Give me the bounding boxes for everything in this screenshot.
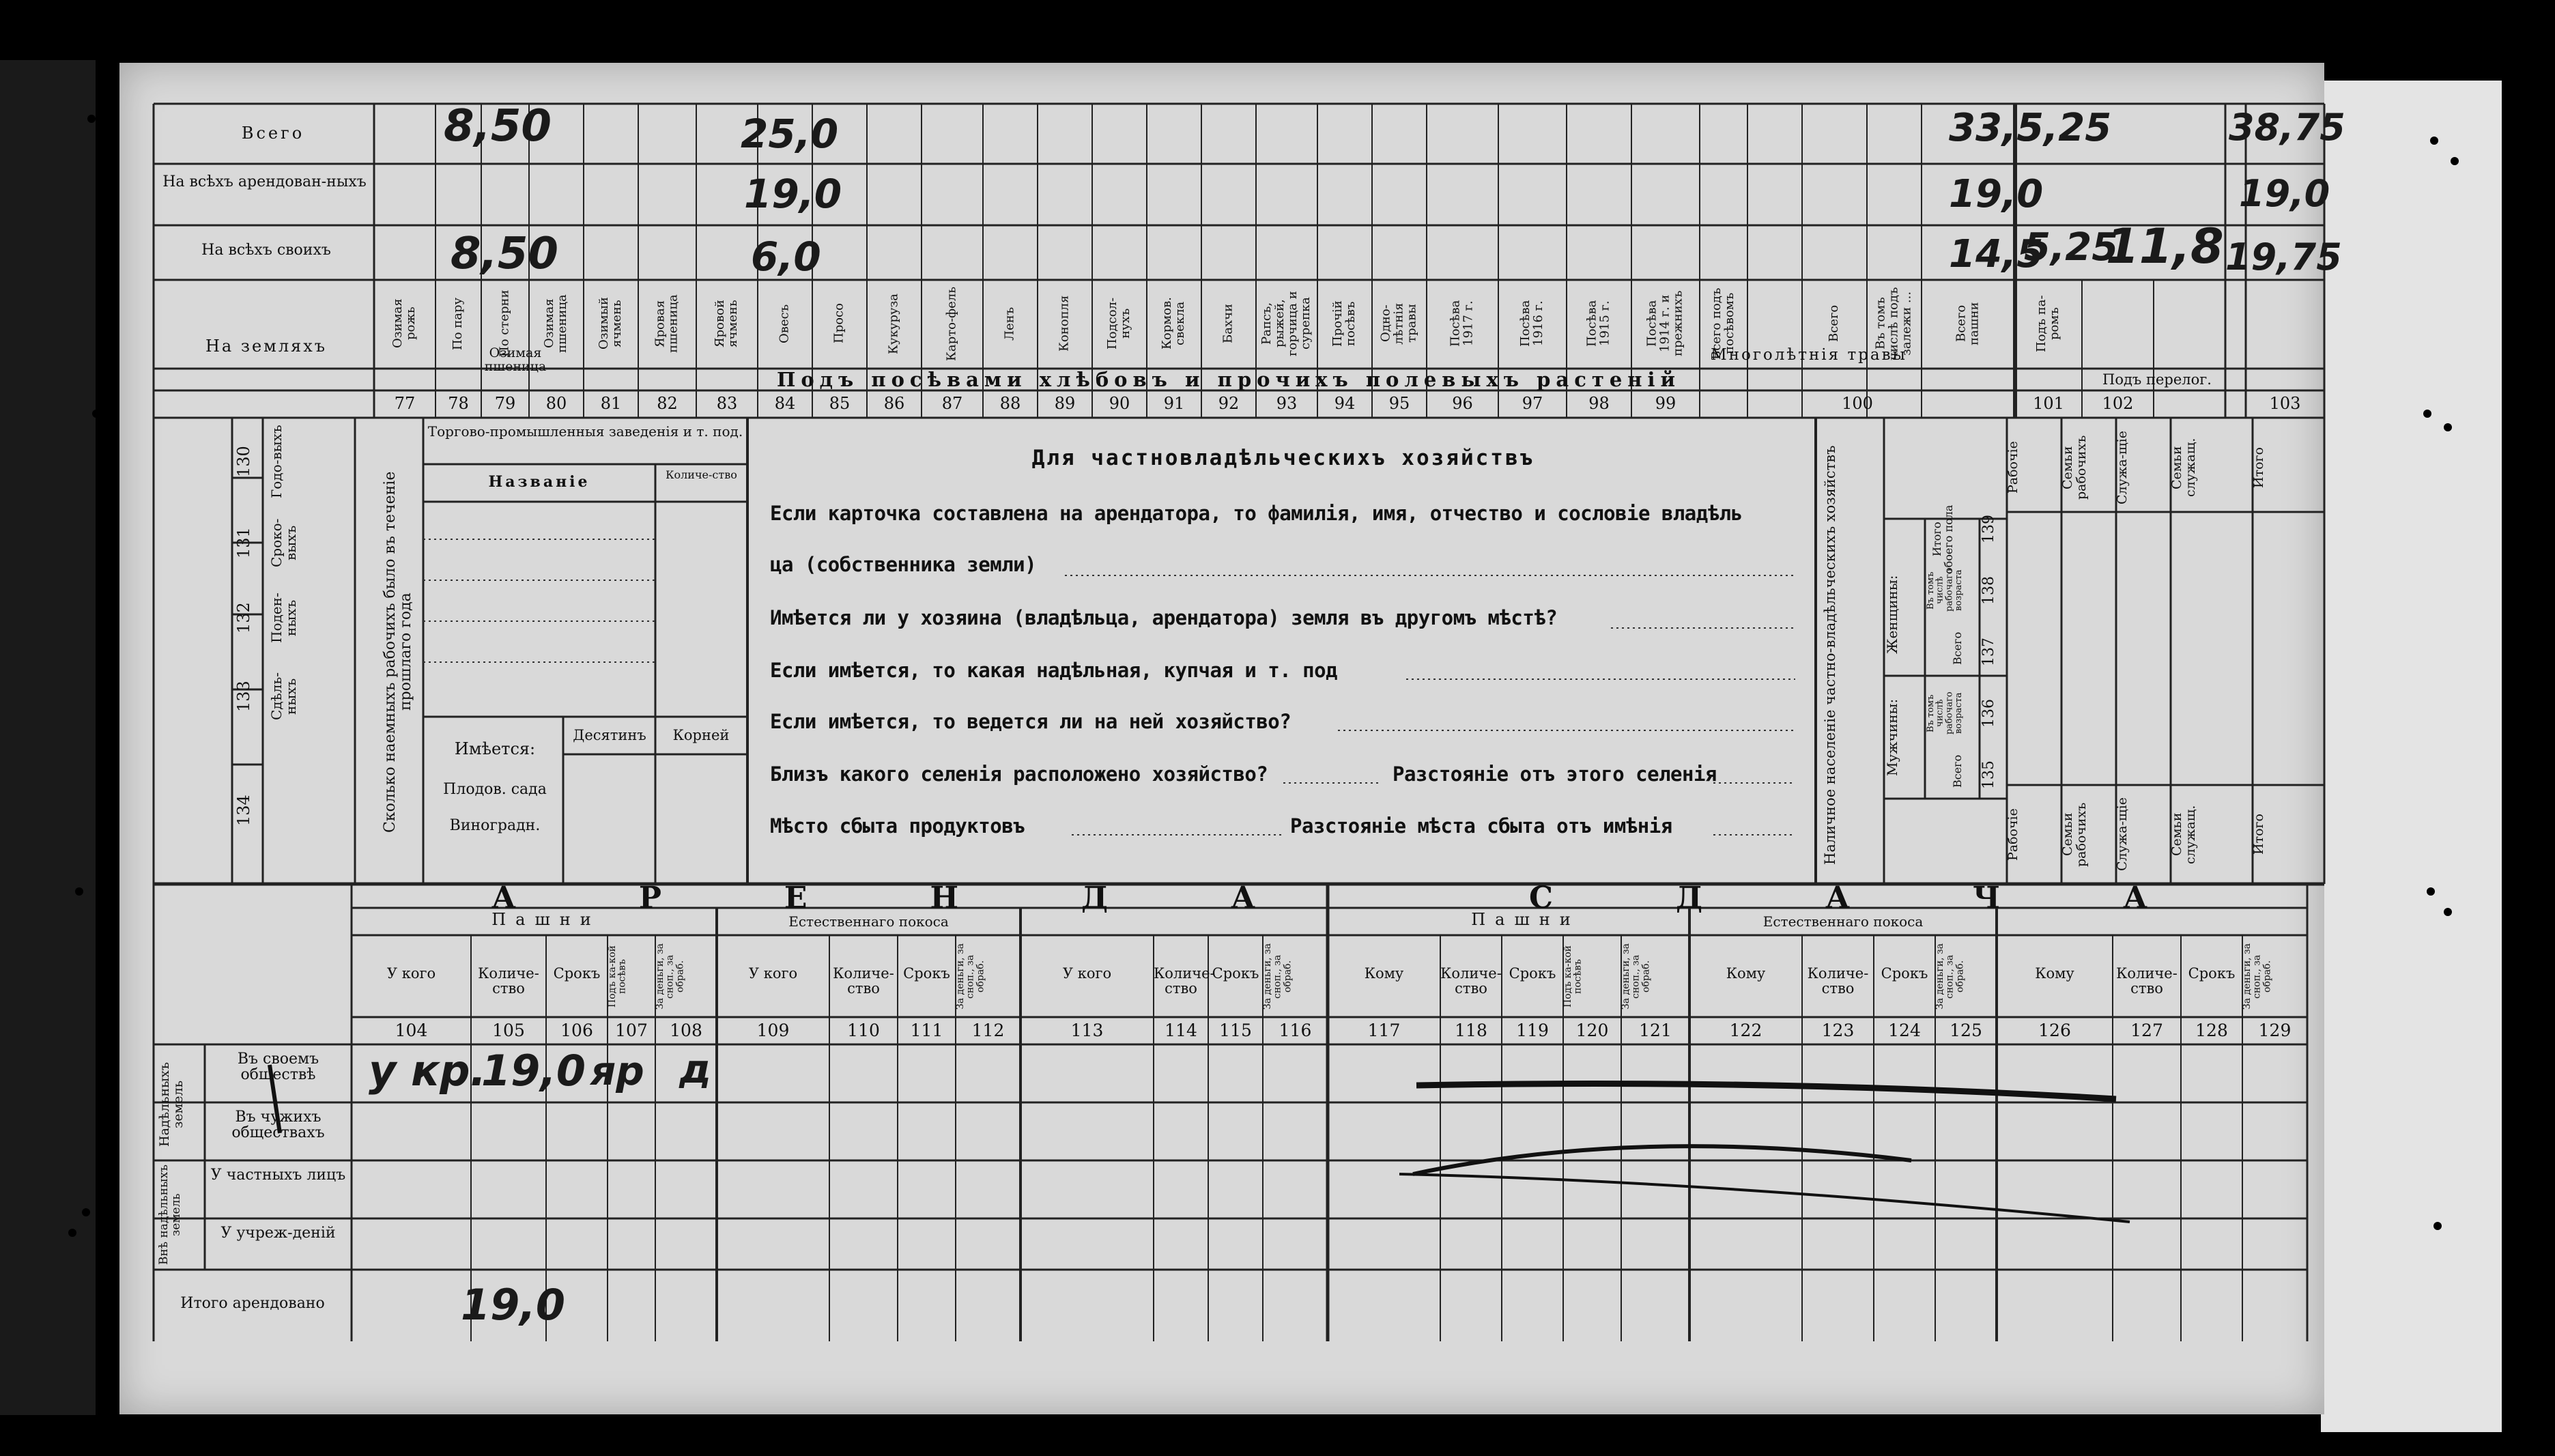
bottom-col-number-121: 121 (1639, 1020, 1672, 1040)
population-col-137: 137 (1980, 638, 1997, 666)
top-col-number-87: 87 (941, 394, 963, 413)
bottom-col-number-128: 128 (2195, 1020, 2228, 1040)
top-col-number-91: 91 (1163, 394, 1185, 413)
top-col-header-15: Кормов. свекла (1160, 297, 1187, 350)
bottom-col-number-112: 112 (971, 1020, 1005, 1040)
bottom-col-header-12: Срокъ (1212, 965, 1259, 982)
top-col-header-28: Всего пашни (1954, 302, 1982, 345)
bottom-col-header-9: За деньги, за сноп., за обраб. (955, 943, 986, 1010)
top-col-number-94: 94 (1334, 394, 1356, 413)
right-col-bottom-3: Служа-щіе (2115, 797, 2130, 872)
wheat-group-label: Озимая пшеница (484, 345, 547, 374)
top-col-header-6: Яровая пшеница (653, 294, 681, 353)
top-col-header-12: Ленъ (1002, 306, 1017, 341)
total-both-sexes-label: Итого обоего пола (1930, 504, 1955, 574)
top-col-header-3: По стерни (497, 289, 512, 358)
bottom-col-header-19: Кому (1726, 965, 1766, 982)
top-col-number-77: 77 (394, 394, 416, 413)
arenda-pashni: Пашни (491, 910, 601, 929)
top-col-number-85: 85 (829, 394, 851, 413)
top-col-number-100: 100 (1842, 394, 1873, 413)
hw-barley-total: 25,0 (741, 111, 839, 157)
women-total-label: Всего (1951, 631, 1964, 666)
bottom-col-header-17: Подъ ка-кой посѣвъ (1562, 945, 1584, 1008)
nadel-label: Надѣльныхъ земель (157, 1061, 186, 1147)
bottom-col-header-25: Срокъ (2188, 965, 2236, 982)
top-col-header-4: Озимая пшеница (542, 294, 569, 353)
hw-arable-own: 19,75 (2225, 235, 2342, 279)
hw-rye-total: 8,50 (444, 101, 552, 152)
top-col-header-2: По пару (451, 297, 466, 350)
top-col-number-99: 99 (1655, 394, 1676, 413)
hw-rent-from: у кр. (369, 1046, 487, 1096)
women-label: Женщины: (1884, 575, 1900, 654)
question-6: Мѣсто сбыта продуктовъ (770, 814, 1025, 838)
top-col-header-27: Въ томъ числѣ подъ залежи ... (1873, 287, 1914, 360)
row-label-total: Всего (241, 124, 305, 143)
question-1b: ца (собственника земли) (770, 553, 1037, 576)
top-col-header-10: Кукуруза (886, 293, 901, 354)
top-col-number-93: 93 (1276, 394, 1298, 413)
bottom-col-number-127: 127 (2130, 1020, 2163, 1040)
question-4: Если имѣется, то ведется ли на ней хозяйство? (770, 710, 1291, 733)
bottom-col-number-123: 123 (1821, 1020, 1855, 1040)
bottom-col-header-16: Срокъ (1509, 965, 1556, 982)
hw-barley-rented: 19,0 (744, 171, 842, 217)
right-col-top-3: Служа-щіе (2115, 431, 2130, 504)
hw-rent-term: яр (590, 1048, 644, 1094)
row-own-community: Въ своемъ обществѣ (237, 1051, 319, 1084)
sdacha-pokos: Естественнаго покоса (1762, 913, 1924, 930)
top-col-header-20: Посѣва 1917 г. (1448, 300, 1476, 347)
top-col-header-16: Бахчи (1221, 304, 1236, 344)
top-col-header-17: Рапсъ, рыжей, горчица и сурепка (1259, 291, 1313, 356)
top-col-header-11: Карто-фель (944, 286, 959, 361)
top-col-number-88: 88 (999, 394, 1021, 413)
population-col-136: 136 (1980, 699, 1997, 728)
row-other-communities: Въ чужихъ обществахъ (231, 1109, 325, 1142)
top-col-number-89: 89 (1054, 394, 1076, 413)
has-label: Имѣется: (454, 739, 536, 758)
top-col-number-101: 101 (2033, 394, 2064, 413)
bottom-col-header-23: Кому (2035, 965, 2074, 982)
nenadel-label: Внѣ надѣльныхъ земель (157, 1165, 183, 1266)
top-col-header-9: Просо (831, 303, 846, 344)
private-title: Для частновладѣльческихъ хозяйствъ (1031, 446, 1535, 470)
question-2: Имѣется ли у хозяина (владѣльца, арендатора) земля въ другомъ мѣстѣ? (770, 606, 1558, 629)
hw-arable-rented: 19,0 (2239, 172, 2330, 215)
bottom-col-header-2: Количе-ство (478, 965, 539, 997)
bottom-col-number-108: 108 (670, 1020, 702, 1040)
top-col-number-82: 82 (657, 394, 678, 413)
hw-sown-own: 14,5 (1949, 232, 2044, 276)
hw-fallow-total: 5,25 (2017, 106, 2112, 150)
bottom-col-header-14: Кому (1364, 965, 1404, 982)
top-col-number-81: 81 (600, 394, 622, 413)
row-private-persons: У частныхъ лицъ (210, 1167, 346, 1184)
bottom-col-header-3: Срокъ (553, 965, 601, 982)
hired-col-label-131: Сроко-выхъ (268, 518, 299, 567)
right-col-bottom-2: Семьи рабочихъ (2060, 802, 2089, 867)
question-5b: Разстояніе отъ этого селенія (1393, 762, 1717, 786)
bottom-col-number-125: 125 (1950, 1020, 1982, 1040)
bottom-col-header-24: Количе-ство (2116, 965, 2178, 997)
bottom-col-header-4: Подъ ка-кой посѣвъ (607, 945, 628, 1008)
bottom-col-header-5: За деньги, за сноп., за обраб. (655, 943, 686, 1010)
desyatin-header: Десятинъ (573, 727, 646, 743)
top-col-header-26: Всего (1827, 304, 1842, 343)
top-col-header-19: Одно-лѣтнія травы (1378, 302, 1419, 345)
hw-rye-own: 8,50 (451, 229, 558, 279)
top-col-number-96: 96 (1452, 394, 1473, 413)
top-col-header-25: Подъ па-ромъ (2034, 295, 2061, 352)
bottom-col-number-113: 113 (1070, 1020, 1104, 1040)
hired-col-number-130: 130 (234, 446, 253, 477)
bottom-col-header-8: Срокъ (903, 965, 950, 982)
bottom-col-number-110: 110 (847, 1020, 880, 1040)
bottom-col-number-122: 122 (1729, 1020, 1762, 1040)
population-col-139: 139 (1980, 515, 1997, 543)
question-1: Если карточка составлена на арендатора, то фамилія, имя, отчество и сословіе владѣль (770, 502, 1743, 525)
bottom-col-number-129: 129 (2258, 1020, 2292, 1040)
vineyard-label: Виноградн. (449, 817, 541, 834)
right-col-top-1: Рабочіе (2006, 441, 2021, 494)
right-col-top-4: Семьи служащ. (2169, 438, 2198, 498)
question-5: Близъ какого селенія расположено хозяйство? (770, 762, 1268, 786)
women-working-age-label: Въ томъ числѣ рабочаго возраста (1926, 569, 1964, 612)
hired-col-number-131: 131 (234, 527, 253, 558)
men-working-age-label: Въ томъ числѣ рабочаго возраста (1926, 691, 1964, 735)
hired-col-number-134: 134 (234, 795, 253, 827)
top-col-number-90: 90 (1109, 394, 1130, 413)
hw-sown-rented: 19,0 (1949, 172, 2044, 216)
hw-barley-own: 6,0 (751, 233, 821, 280)
roots-header: Корней (672, 727, 730, 743)
bottom-col-number-118: 118 (1455, 1020, 1487, 1040)
top-col-header-5: Озимый ячмень (597, 297, 624, 350)
sdacha-title: СДАЧА (1529, 881, 2270, 915)
bottom-col-header-6: У кого (748, 965, 798, 982)
bottom-col-header-11: Количе-ство (1154, 965, 1215, 997)
top-col-header-8: Овесъ (777, 304, 792, 343)
bottom-col-header-10: У кого (1062, 965, 1112, 982)
question-6b: Разстояніе мѣста сбыта отъ имѣнія (1290, 814, 1672, 838)
grass-group-label: Многолѣтнія травы (1711, 346, 1907, 364)
bottom-col-header-13: За деньги, за сноп., за обраб. (1262, 943, 1294, 1010)
top-col-number-79: 79 (494, 394, 516, 413)
top-col-header-21: Посѣва 1916 г. (1518, 300, 1545, 347)
top-col-number-83: 83 (716, 394, 738, 413)
right-col-bottom-4: Семьи служащ. (2169, 805, 2198, 864)
population-col-135: 135 (1980, 760, 1997, 789)
right-col-bottom-5: Итого (2251, 814, 2266, 855)
hw-sown-total: 33,5 (1949, 106, 2044, 150)
bottom-col-header-21: Срокъ (1881, 965, 1928, 982)
section-label-on-lands: На земляхъ (205, 337, 328, 356)
top-col-number-102: 102 (2102, 394, 2134, 413)
top-col-number-92: 92 (1218, 394, 1240, 413)
bottom-col-number-106: 106 (560, 1020, 593, 1040)
hired-workers-label: Сколько наемныхъ рабочихъ было въ теченіе прошлаго года (382, 471, 415, 833)
top-col-number-95: 95 (1388, 394, 1410, 413)
hired-col-label-133: Сдѣль-ныхъ (268, 672, 299, 721)
question-3: Если имѣется, то какая надѣльная, купчая и т. под (770, 659, 1338, 682)
bottom-col-number-114: 114 (1165, 1020, 1197, 1040)
sown-caption: Подъ посѣвами хлѣбовъ и прочихъ полевыхъ растеній (776, 368, 1681, 391)
trade-header: Торгово-промышленныя заведенія и т. под. (427, 423, 743, 440)
bottom-col-header-1: У кого (386, 965, 436, 982)
top-col-number-103: 103 (2269, 394, 2301, 413)
bottom-col-number-117: 117 (1367, 1020, 1401, 1040)
hw-rent-qty: 19,0 (481, 1046, 586, 1096)
bottom-col-number-104: 104 (395, 1020, 428, 1040)
top-col-header-18: Прочій посѣвъ (1330, 300, 1358, 347)
top-col-number-97: 97 (1522, 394, 1543, 413)
top-col-number-78: 78 (448, 394, 469, 413)
orchard-label: Плодов. сада (443, 781, 547, 798)
total-rented-label: Итого арендовано (180, 1295, 325, 1312)
bottom-col-number-120: 120 (1575, 1020, 1609, 1040)
hired-col-label-132: Поден-ныхъ (268, 593, 299, 643)
hired-col-label-130: Годо-выхъ (268, 425, 285, 498)
hw-fallow-own: 5,25 (2024, 225, 2119, 270)
top-col-number-80: 80 (545, 394, 567, 413)
men-total-label: Всего (1951, 754, 1964, 788)
top-col-header-14: Подсол-нухъ (1105, 297, 1132, 350)
hired-col-number-132: 132 (234, 602, 253, 633)
row-label-own: На всѣхъ своихъ (201, 242, 331, 259)
fallow-group-label: Подъ перелог. (2102, 371, 2212, 388)
arenda-title: АРЕНДА (491, 881, 1378, 915)
top-col-number-84: 84 (774, 394, 796, 413)
trade-qty-header: Количе-ство (666, 468, 737, 481)
trade-name-header: Названіе (488, 473, 590, 491)
bottom-col-header-26: За деньги, за сноп., за обраб. (2242, 943, 2273, 1010)
arenda-pokos: Естественнаго покоса (788, 913, 949, 930)
hw-perelog-own: 11,8 (2106, 218, 2224, 274)
bottom-col-number-105: 105 (492, 1020, 525, 1040)
bottom-col-number-124: 124 (1888, 1020, 1921, 1040)
bottom-col-number-116: 116 (1279, 1020, 1312, 1040)
sdacha-pashni: Пашни (1471, 910, 1580, 929)
population-col-138: 138 (1980, 576, 1997, 605)
bottom-col-header-22: За деньги, за сноп., за обраб. (1935, 943, 1966, 1010)
bottom-col-number-107: 107 (615, 1020, 648, 1040)
top-col-header-1: Озимая рожь (390, 298, 418, 349)
right-col-top-5: Итого (2251, 447, 2266, 488)
bottom-col-header-7: Количе-ство (833, 965, 894, 997)
hw-rent-pay: д (679, 1046, 711, 1092)
top-col-number-86: 86 (883, 394, 905, 413)
right-col-bottom-1: Рабочіе (2006, 808, 2021, 861)
hired-col-number-133: 133 (234, 681, 253, 712)
bottom-col-header-15: Количе-ство (1440, 965, 1502, 997)
top-col-header-22: Посѣва 1915 г. (1584, 300, 1612, 347)
top-col-header-13: Конопля (1057, 295, 1072, 352)
bottom-col-number-109: 109 (756, 1020, 790, 1040)
top-col-number-98: 98 (1588, 394, 1610, 413)
hw-rent-total: 19,0 (461, 1280, 565, 1330)
right-col-top-2: Семьи рабочихъ (2060, 435, 2089, 500)
row-institutions: У учреж-деній (220, 1225, 336, 1242)
row-label-rented: На всѣхъ арендован-ныхъ (162, 173, 367, 190)
hw-arable-total: 38,75 (2229, 106, 2345, 149)
bottom-col-number-126: 126 (2038, 1020, 2071, 1040)
men-label: Мужчины: (1884, 698, 1900, 776)
bottom-col-number-111: 111 (910, 1020, 943, 1040)
top-col-header-24: Всего подъ посѣвомъ (1709, 287, 1737, 360)
bottom-col-number-115: 115 (1219, 1020, 1252, 1040)
bottom-col-number-119: 119 (1516, 1020, 1549, 1040)
bottom-col-header-18: За деньги, за сноп., за обраб. (1621, 943, 1652, 1010)
top-col-header-23: Посѣва 1914 г. и прежнихъ (1644, 290, 1685, 357)
bottom-col-header-20: Количе-ство (1807, 965, 1869, 997)
population-label: Наличное населеніе частно-владѣльческихъ хозяйствъ (1822, 445, 1838, 866)
top-col-header-7: Яровой ячмень (713, 300, 740, 347)
